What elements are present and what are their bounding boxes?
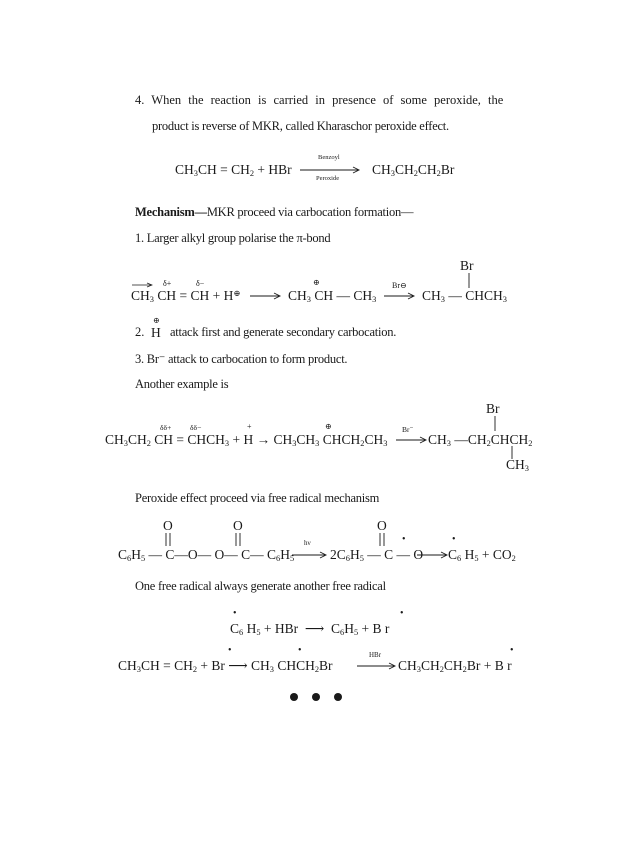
- item-4-line-2: product is reverse of MKR, called Kharaschor peroxide effect.: [152, 119, 449, 133]
- eq2-reactant: $CH_3$ CH = CH + H⊕: [131, 288, 241, 305]
- another-example: Another example is: [135, 377, 229, 391]
- eq3-product-ch3: $CH_3$: [506, 457, 529, 474]
- eq1-product: $CH_3CH_2CH_2Br$: [372, 162, 455, 179]
- eq6-radical-dot-2: •: [298, 645, 302, 656]
- mechanism-dash: —: [194, 205, 207, 219]
- end-dot: [290, 693, 298, 701]
- item-4-line-1: 4. When the reaction is carried in presence of some peroxide, the: [135, 93, 504, 107]
- step-2-text: attack first and generate secondary carbocation.: [170, 325, 397, 339]
- eq2-delta-minus: δ−: [196, 279, 205, 288]
- eq3-arrow: [396, 436, 428, 444]
- step-2-h: H: [151, 325, 161, 340]
- eq1-arrow-top: Benzoyl: [318, 154, 340, 161]
- eq2-arrow-1: [250, 292, 282, 300]
- eq5: $C_6$ $H_5$ + HBr ⟶ $C_6H_5 + B$ r: [230, 621, 390, 638]
- mechanism-line: [135, 206, 413, 219]
- eq2-product: $CH_3$ — $CHCH_3$: [422, 288, 507, 305]
- radical-statement: One free radical always generate another free radical: [135, 579, 386, 593]
- eq4-double-bonds: [160, 533, 400, 547]
- eq5-radical-dot-1: •: [233, 608, 237, 619]
- eq3-product-bond-top: [493, 416, 497, 432]
- eq3-arrow-label: Br⁻: [402, 425, 414, 434]
- eq6-arrow: [357, 662, 397, 670]
- eq3-product-br: Br: [486, 401, 500, 416]
- end-dot: [334, 693, 342, 701]
- eq4-arrow-2: [417, 551, 449, 559]
- eq2-product-br: Br: [460, 258, 474, 273]
- eq3-reactant: $CH_3CH_2$ CH = $CHCH_3 + H \to CH_3CH_3$ $CHCH_2CH_3$: [105, 432, 388, 449]
- eq3-product: $CH_3$ $—CH_2CHCH_2$: [428, 432, 533, 449]
- eq4-arrow-label: hν: [304, 539, 311, 547]
- radical-intro: Peroxide effect proceed via free radical mechanism: [135, 491, 380, 505]
- eq4-oxygen-2: O: [233, 518, 243, 533]
- eq4-radical-dot-1: •: [402, 534, 406, 545]
- eq6-arrow-label: HBr: [369, 651, 382, 659]
- mechanism-text: MKR proceed via carbocation formation—: [206, 205, 414, 219]
- eq2-intermediate: $CH_3$ CH — $CH_3$: [288, 288, 377, 305]
- eq4-left: $C_6H_5$ — C—O— O— C— $C_6H_5$: [118, 547, 295, 564]
- step-2-number: 2.: [135, 325, 145, 339]
- eq3-h-charge: +: [247, 422, 252, 431]
- eq2-carbocation-charge: ⊕: [313, 278, 320, 287]
- eq4-arrow-1: [292, 551, 328, 559]
- step-1: 1. Larger alkyl group polarise the π-bond: [135, 231, 331, 245]
- eq1-arrow: [300, 166, 362, 174]
- eq1-arrow-bottom: Peroxide: [316, 175, 340, 182]
- eq2-arrow-label: Br⊖: [392, 281, 407, 290]
- eq3-carbocation-charge: ⊕: [325, 422, 332, 431]
- eq4-oxygen-3: O: [377, 518, 387, 533]
- end-dot: [312, 693, 320, 701]
- eq2-product-bond: [467, 273, 471, 289]
- eq4-right: $2C_6H_5$ — C — O: [330, 547, 424, 564]
- eq1-reactants: $CH_3CH = CH_2$ + HBr: [175, 162, 292, 179]
- eq4-oxygen-1: O: [163, 518, 173, 533]
- eq2-arrow-2: [384, 292, 416, 300]
- mechanism-heading: Mechanism: [135, 205, 195, 219]
- eq6-right: $CH_3CH_2CH_2Br + B$ r: [398, 658, 512, 675]
- eq3-delta-plus: δδ+: [160, 423, 172, 432]
- eq4-products: $C_6$ $H_5 + CO_2$: [448, 547, 516, 564]
- eq6-left: $CH_3CH = CH_2 + Br$ ⟶ $CH_3$ $CHCH_2Br$: [118, 658, 333, 675]
- step-3: 3. Br⁻ attack to carbocation to form product.: [135, 352, 348, 366]
- eq4-radical-dot-2: •: [452, 534, 456, 545]
- eq3-delta-minus: δδ−: [190, 423, 202, 432]
- eq6-radical-dot-3: •: [510, 645, 514, 656]
- eq2-delta-plus: δ+: [163, 279, 172, 288]
- section-end-dots: [290, 693, 342, 701]
- eq5-radical-dot-2: •: [400, 608, 404, 619]
- step-2-h-charge: ⊕: [153, 316, 160, 325]
- eq6-radical-dot-1: •: [228, 645, 232, 656]
